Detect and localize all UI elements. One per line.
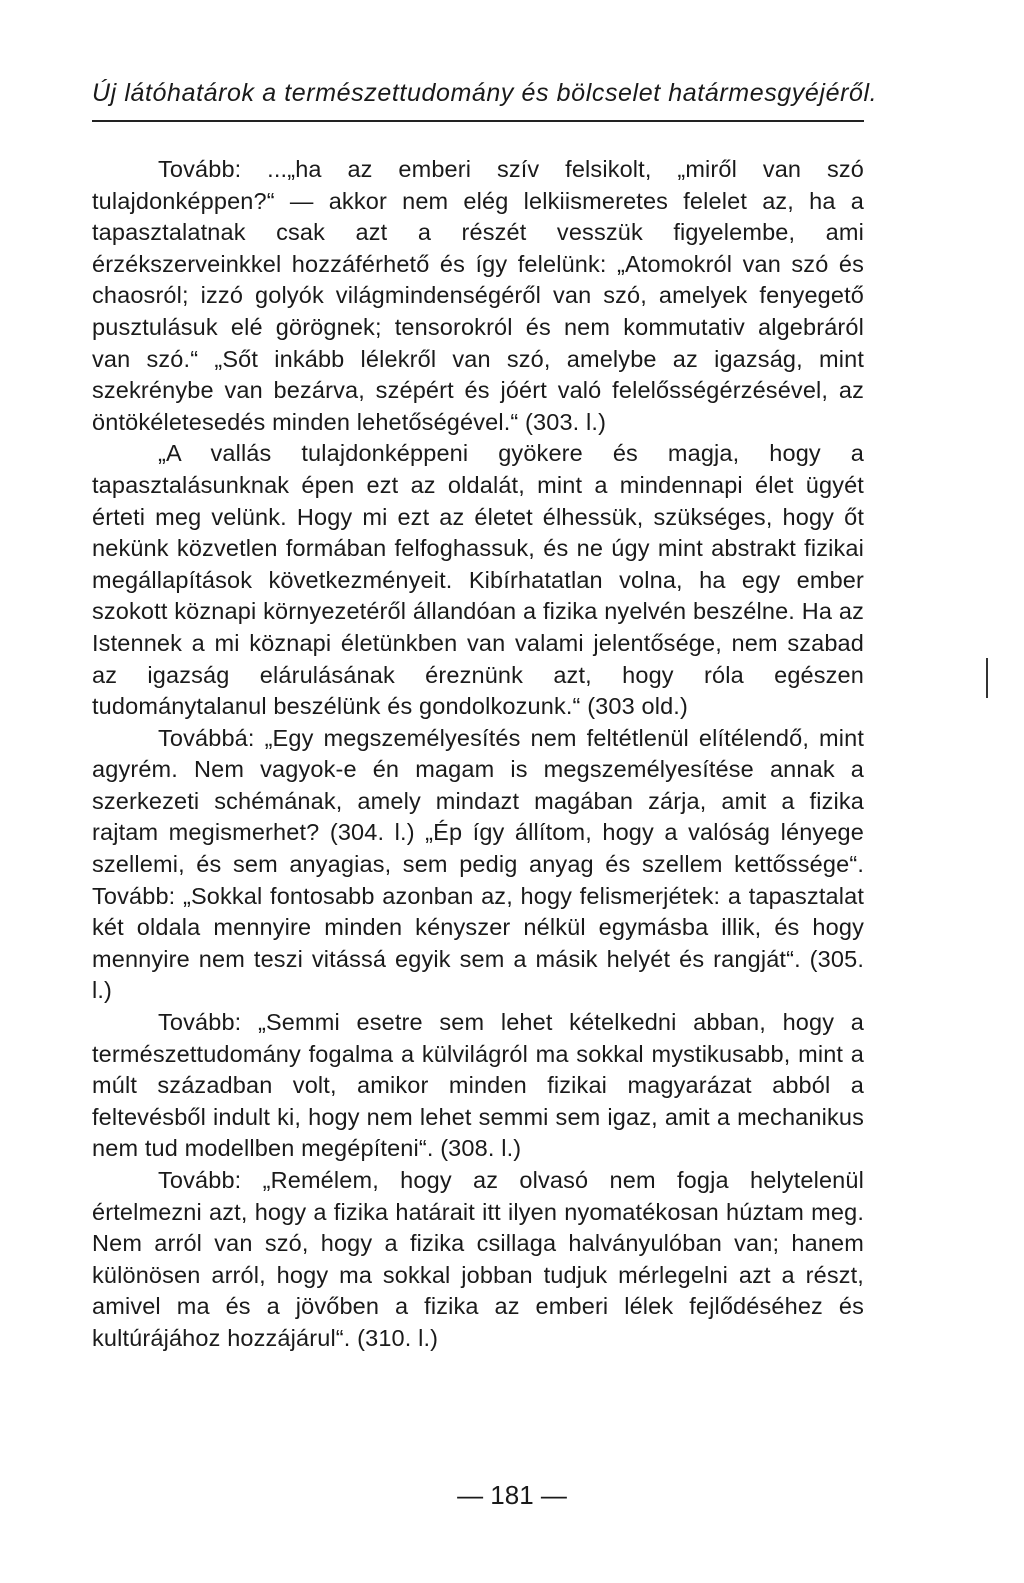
margin-mark [986,658,988,698]
header-rule [92,120,864,122]
running-title: Új látóhatárok a természettudomány és bölcselet határmesgyéjéről. [92,79,878,107]
body-text [92,154,864,1355]
page-number: — 181 — [457,1480,567,1510]
paragraph: Továbbá: „Egy megszemélyesítés nem feltétlenül elítélendő, mint agyrém. Nem vagyok-e én magam is megszemélyesítése annak a szerkezeti schémának, amely mindazt magában zárja, amit a fizika rajtam megismerhet? (304. l.) „Ép így állítom, hogy a valóság lényege szellemi, és sem anyagias, sem pedig anyag és szellem kettőssége“. Tovább: „Sokkal fontosabb azonban az, hogy felismerjétek: a tapasztalat két oldala mennyire minden kényszer nélkül egymásba illik, és hogy mennyire nem teszi vitássá egyik sem a másik helyét és rangját“. (305. l.) [92,724,864,1004]
paragraph: Tovább: ...„ha az emberi szív felsikolt, „miről van szó tulajdonképpen?“ — akkor nem elég lelkiismeretes felelet az, ha a tapasztalatnak csak azt a részét vesszük figyelembe, ami érzékszerveinkkel hozzáférhető és így felelünk: „Atomokról van szó és chaosról; izzó golyók világmindenségéről van szó, amelyek fenyegető pusztulásuk elé görögnek; tensorokról és nem kommutativ algebráról van szó.“ „Sőt inkább lélekről van szó, amelybe az igazság, mint szekrénybe van bezárva, szépért és jóért való felelősségérzésével, az öntökéletesedés minden lehetőségével.“ (303. l.) [92,156,864,435]
paragraph: Tovább: „Semmi esetre sem lehet kételkedni abban, hogy a természettudomány fogalma a külvilágról ma sokkal mystikusabb, mint a múlt században volt, amikor minden fizikai magyarázat abból a feltevésből indult ki, hogy nem lehet semmi sem igaz, amit a mechanikus nem tud modellben megépíteni“. (308. l.) [92,1009,864,1162]
paragraph: „A vallás tulajdonképpeni gyökere és magja, hogy a tapasztalásunknak épen ezt az oldalát, mint a mindennapi élet ügyét érteti meg velünk. Hogy mi ezt az életet élhessük, szükséges, hogy őt nekünk közvetlen formában felfoghassuk, és ne úgy mint abstrakt fizikai megállapítások következményeit. Kibírhatatlan volna, ha egy ember szokott köznapi környezetéről állandóan a fizika nyelvén beszélne. Ha az Istennek a mi köznapi életünkben van valami jelentősége, nem szabad az igazság elárulásának éreznünk azt, hogy róla egészen tudománytalanul beszélünk és gondolkozunk.“ (303 old.) [92,440,864,720]
paragraph: Tovább: „Remélem, hogy az olvasó nem fogja helytelenül értelmezni azt, hogy a fizika határait itt ilyen nyomatékosan húztam meg. Nem arról van szó, hogy a fizika csillaga halványulóban van; hanem különösen arról, hogy ma sokkal jobban tudjuk mérlegelni azt a részt, amivel ma és a jövőben a fizika az emberi lélek fejlődéséhez és kultúrájához hozzájárul“. (310. l.) [92,1167,864,1351]
